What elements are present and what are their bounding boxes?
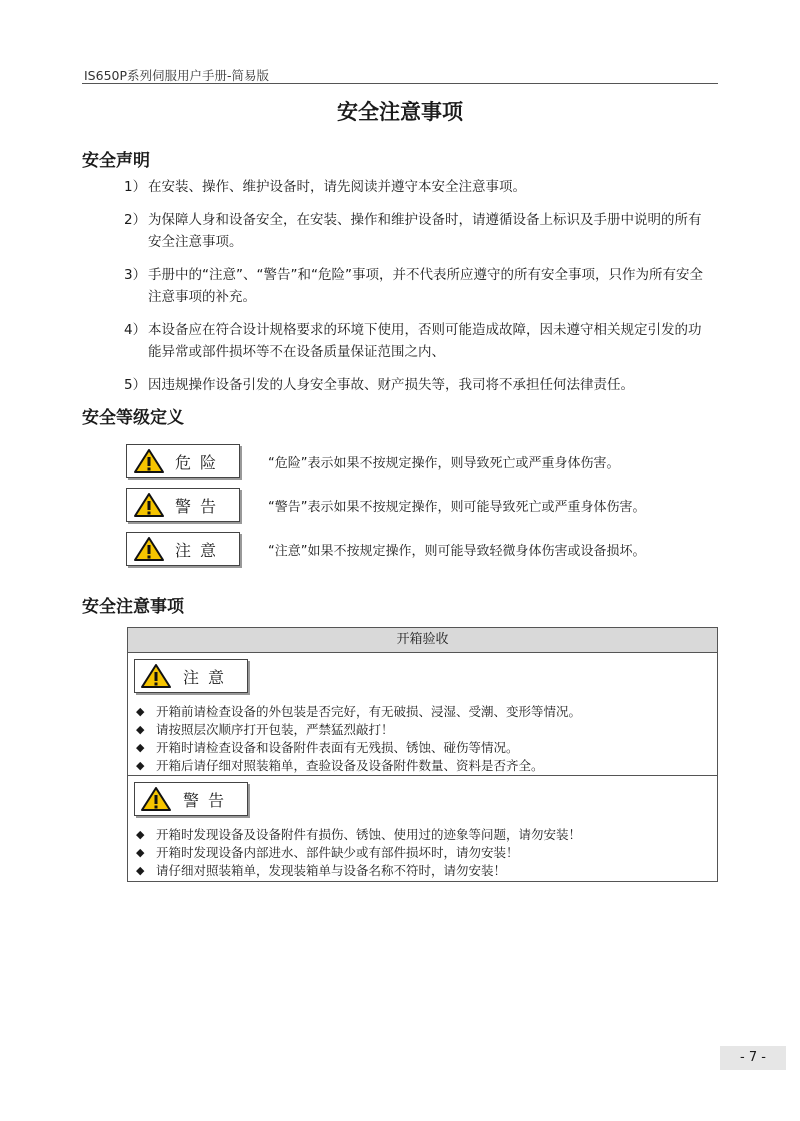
list-item [134, 703, 717, 721]
item-text: 在安装、操作、维护设备时，请先阅读并遵守本安全注意事项。 [148, 179, 526, 195]
level-label: 警告 [175, 497, 226, 516]
running-header: IS650P系列伺服用户手册-简易版 [84, 68, 270, 83]
warning-sign [126, 488, 240, 522]
bullet-text: 请按照层次顺序打开包装，严禁猛烈敲打！ [156, 722, 394, 737]
caution-sign [126, 532, 240, 566]
warning-triangle-icon [133, 492, 165, 518]
list-item [134, 826, 717, 844]
unpacking-table [127, 627, 718, 882]
list-item [134, 757, 717, 775]
item-number: 1） [124, 179, 147, 195]
item-text: 手册中的“注意”、“警告”和“危险”事项，并不代表所应遵守的所有安全事项，只作为所有安全注意事项的补充。 [148, 267, 703, 305]
precautions-heading: 安全注意事项 [82, 597, 184, 617]
page-title: 安全注意事项 [337, 100, 463, 124]
list-item [134, 721, 717, 739]
sign-label: 警告 [183, 791, 234, 810]
level-description: “注意”如果不按规定操作，则可能导致轻微身体伤害或设备损坏。 [268, 544, 646, 559]
list-item [124, 209, 714, 253]
caution-block [128, 653, 717, 775]
item-text: 为保障人身和设备安全，在安装、操作和维护设备时，请遵循设备上标识及手册中说明的所有安全注意事项。 [148, 212, 702, 250]
bullet-text: 开箱时发现设备及设备附件有损伤、锈蚀、使用过的迹象等问题，请勿安装！ [156, 827, 582, 842]
caution-sign [134, 659, 248, 693]
header-divider [82, 83, 718, 84]
warning-triangle-icon [133, 536, 165, 562]
diamond-bullet-icon: ◆ [136, 741, 145, 754]
list-item [124, 319, 714, 363]
safety-levels-heading: 安全等级定义 [82, 408, 184, 428]
list-item [124, 374, 714, 396]
item-number: 5） [124, 377, 147, 393]
warning-triangle-icon [140, 786, 172, 812]
bullet-text: 开箱时请检查设备和设备附件表面有无残损、锈蚀、碰伤等情况。 [156, 740, 519, 755]
diamond-bullet-icon: ◆ [136, 846, 145, 859]
item-number: 3） [124, 267, 147, 283]
safety-statement-list [124, 176, 714, 407]
list-item [124, 176, 714, 198]
level-description: “警告”表示如果不按规定操作，则可能导致死亡或严重身体伤害。 [268, 500, 646, 515]
level-description: “危险”表示如果不按规定操作，则导致死亡或严重身体伤害。 [268, 456, 620, 471]
item-text: 本设备应在符合设计规格要求的环境下使用，否则可能造成故障，因未遵守相关规定引发的功能异常或部件损坏等不在设备质量保证范围之内、 [148, 322, 702, 360]
bullet-text: 开箱后请仔细对照装箱单，查验设备及设备附件数量、资料是否齐全。 [156, 758, 544, 773]
page-number: - 7 - [720, 1046, 786, 1070]
diamond-bullet-icon: ◆ [136, 705, 145, 718]
level-label: 危险 [175, 453, 226, 472]
safety-statement-heading: 安全声明 [82, 151, 150, 171]
item-number: 4） [124, 322, 147, 338]
danger-sign [126, 444, 240, 478]
list-item [134, 862, 717, 880]
diamond-bullet-icon: ◆ [136, 759, 145, 772]
list-item [124, 264, 714, 308]
list-item [134, 739, 717, 757]
bullet-text: 请仔细对照装箱单，发现装箱单与设备名称不符时，请勿安装！ [156, 863, 507, 878]
item-number: 2） [124, 212, 147, 228]
bullet-text: 开箱前请检查设备的外包装是否完好，有无破损、浸湿、受潮、变形等情况。 [156, 704, 582, 719]
diamond-bullet-icon: ◆ [136, 828, 145, 841]
warning-sign [134, 782, 248, 816]
item-text: 因违规操作设备引发的人身安全事故、财产损失等，我司将不承担任何法律责任。 [148, 377, 634, 393]
bullet-text: 开箱时发现设备内部进水、部件缺少或有部件损坏时，请勿安装！ [156, 845, 519, 860]
level-label: 注意 [175, 541, 226, 560]
warning-triangle-icon [140, 663, 172, 689]
warning-block [128, 775, 717, 881]
sign-label: 注意 [183, 668, 234, 687]
diamond-bullet-icon: ◆ [136, 723, 145, 736]
diamond-bullet-icon: ◆ [136, 864, 145, 877]
table-header: 开箱验收 [128, 628, 717, 653]
list-item [134, 844, 717, 862]
warning-triangle-icon [133, 448, 165, 474]
